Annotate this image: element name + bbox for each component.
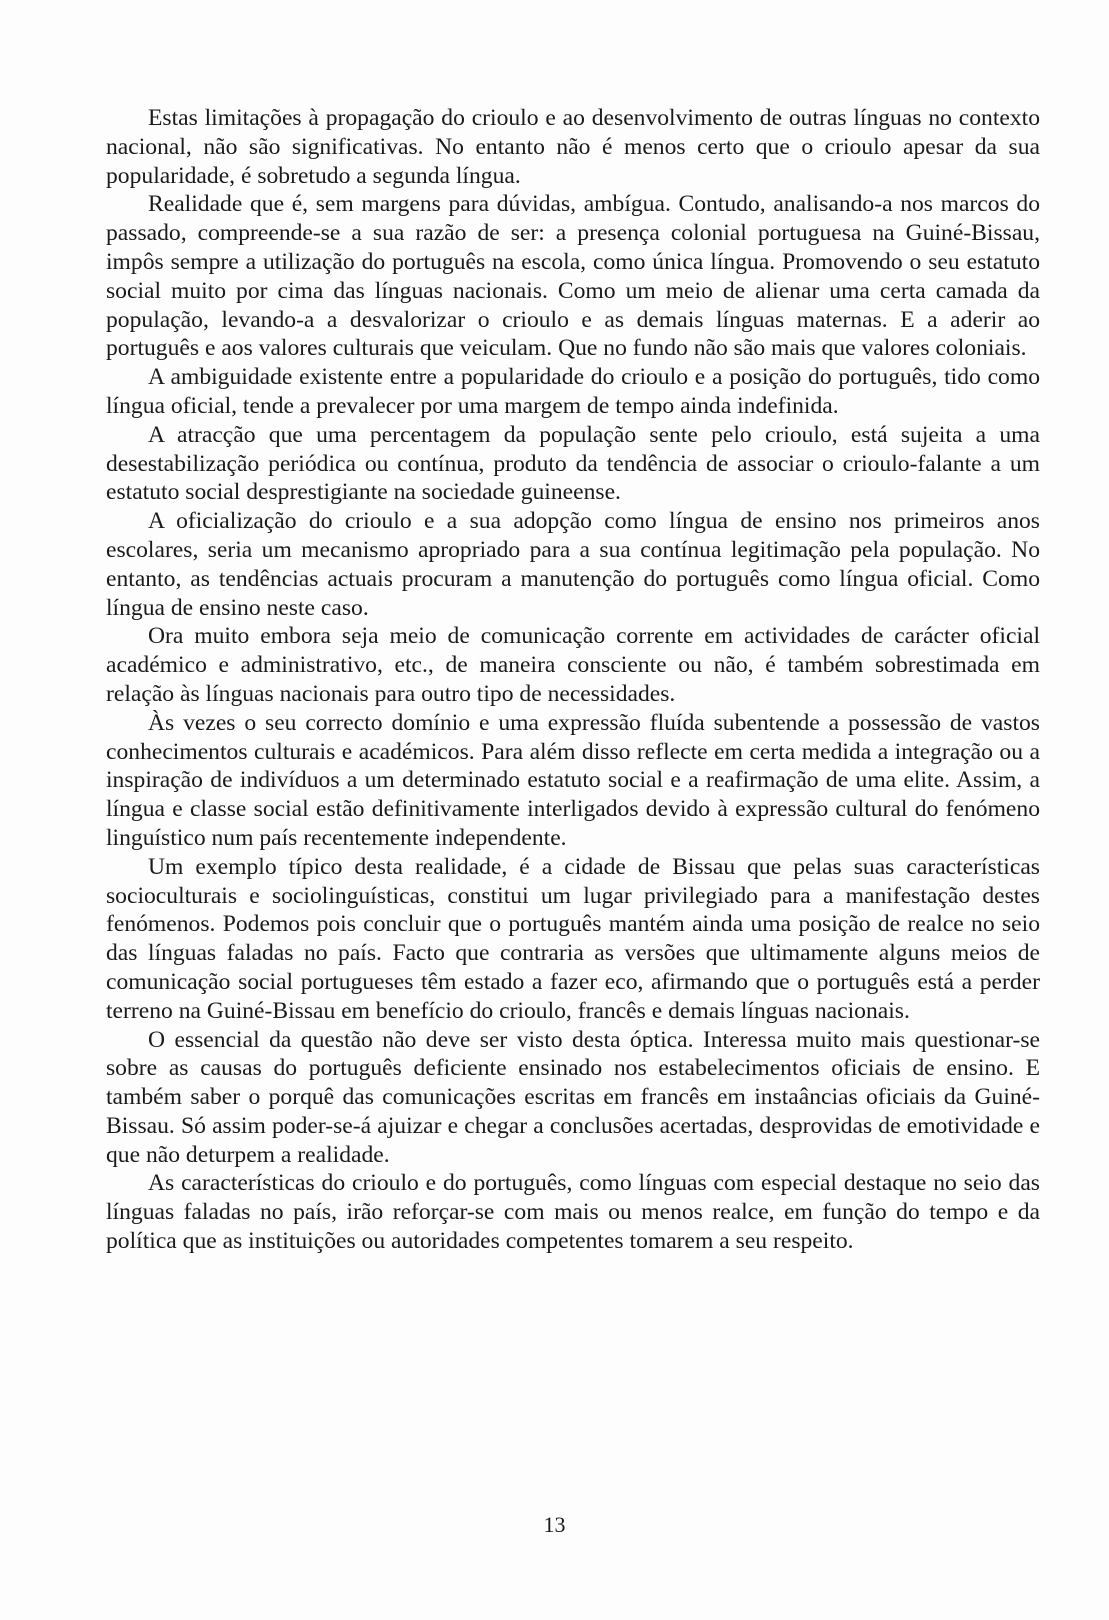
paragraph-3: A ambiguidade existente entre a popularidade do crioulo e a posição do português, tido como língua oficial, tende a prevalecer por uma margem de tempo ainda indefinida. bbox=[106, 364, 1040, 419]
paragraph-5: A oficialização do crioulo e a sua adopção como língua de ensino nos primeiros anos escolares, seria um mecanismo apropriado para a sua contínua legitimação pela população. No entanto, as tendências actuais procuram a manutenção do português como língua oficial. Como língua de ensino neste caso. bbox=[106, 508, 1040, 621]
paragraph-7: Às vezes o seu correcto domínio e uma expressão fluída subentende a possessão de vastos conhecimentos culturais e académicos. Para além disso reflecte em certa medida a integração ou a inspiração de indivíduos a um determinado estatuto social e a reafirmação de uma elite. Assim, a língua e classe social estão definitivamente interligados devido à expressão cultural do fenómeno linguístico num país recentemente independente. bbox=[106, 709, 1040, 851]
page-number: 13 bbox=[543, 1512, 566, 1537]
paragraph-9: O essencial da questão não deve ser visto desta óptica. Interessa muito mais questionar-se sobre as causas do português deficiente ensinado nos estabelecimentos oficiais de ensino. E também saber o porquê das comunicações escritas em francês em instaâncias oficiais da Guiné-Bissau. Só assim poder-se-á ajuizar e chegar a conclusões acertadas, desprovidas de emotividade e que não deturpem a realidade. bbox=[106, 1026, 1040, 1168]
paragraph-10: As características do crioulo e do português, como línguas com especial destaque no seio das línguas faladas no país, irão reforçar-se com mais ou menos realce, em função do tempo e da política que as instituições ou autoridades competentes tomarem a seu respeito. bbox=[106, 1170, 1040, 1255]
paragraph-4: A atracção que uma percentagem da população sente pelo crioulo, está sujeita a uma desestabilização periódica ou contínua, produto da tendência de associar o crioulo-falante a um estatuto social desprestigiante na sociedade guineense. bbox=[106, 421, 1040, 506]
paragraph-8: Um exemplo típico desta realidade, é a cidade de Bissau que pelas suas características socioculturais e sociolinguísticas, constitui um lugar privilegiado para a manifestação destes fenómenos. Podemos pois concluir que o português mantém ainda uma posição de realce no seio das línguas faladas no país. Facto que contraria as versões que ultimamente alguns meios de comunicação social portugueses têm estado a fazer eco, afirmando que o português está a perder terreno na Guiné-Bissau em benefício do crioulo, francês e demais línguas nacionais. bbox=[106, 853, 1040, 1024]
paragraph-6: Ora muito embora seja meio de comunicação corrente em actividades de carácter oficial académico e administrativo, etc., de maneira consciente ou não, é também sobrestimada em relação às línguas nacionais para outro tipo de necessidades. bbox=[106, 623, 1040, 707]
body-text bbox=[106, 104, 1040, 1256]
paragraph-2: Realidade que é, sem margens para dúvidas, ambígua. Contudo, analisando-a nos marcos do passado, compreende-se a sua razão de ser: a presença colonial portuguesa na Guiné-Bissau, impôs sempre a utilização do português na escola, como única língua. Promovendo o seu estatuto social muito por cima das línguas nacionais. Como um meio de alienar uma certa camada da população, levando-a a desvalorizar o crioulo e as demais línguas maternas. E a aderir ao português e aos valores culturais que veiculam. Que no fundo não são mais que valores coloniais. bbox=[106, 191, 1040, 362]
paragraph-1: Estas limitações à propagação do crioulo e ao desenvolvimento de outras línguas no contexto nacional, não são significativas. No entanto não é menos certo que o crioulo apesar da sua popularidade, é sobretudo a segunda língua. bbox=[106, 105, 1040, 189]
